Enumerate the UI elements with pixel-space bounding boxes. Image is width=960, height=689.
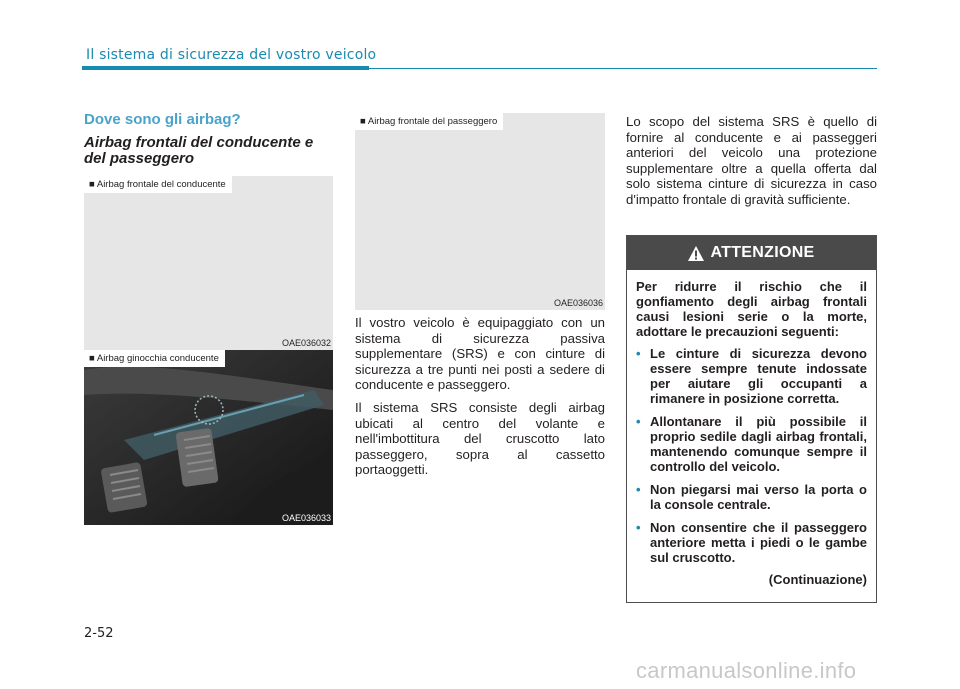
warning-header bbox=[627, 236, 876, 270]
body-paragraph-2: Il sistema SRS consiste degli airbag ubicati al centro del volante e nell'imbottitura del cruscotto lato passeggero, sopra al cassetto portaoggetti. bbox=[355, 400, 605, 477]
pedals-illustration bbox=[84, 350, 333, 525]
bullet-icon: • bbox=[636, 482, 641, 497]
warning-item: • Non piegarsi mai verso la porta o la console centrale. bbox=[636, 482, 867, 512]
figure-caption: ■ Airbag frontale del conducente bbox=[84, 176, 232, 193]
figure-code: OAE036032 bbox=[281, 338, 331, 348]
figure-knee-airbag bbox=[84, 350, 333, 525]
bullet-icon: • bbox=[636, 346, 641, 361]
figure-driver-airbag bbox=[84, 176, 333, 350]
warning-continuation: (Continuazione) bbox=[768, 572, 867, 587]
warning-intro: Per ridurre il rischio che il gonfiamento degli airbag frontali causi lesioni serie o la morte, adottare le precauzioni seguenti: bbox=[636, 279, 867, 339]
body-paragraph-1: Il vostro veicolo è equipaggiato con un sistema di sicurezza passiva supplementare (SRS) e con cinture di sicurezza a tre punti nei posti a sedere di conducente e passeggero. bbox=[355, 315, 605, 392]
warning-item: • Non consentire che il passeggero anteriore metta i piedi o le gambe sul cruscotto. bbox=[636, 520, 867, 565]
warning-item: • Le cinture di sicurezza devono essere sempre tenute indossate per aiutare gli occupanti a rimanere in posizione corretta. bbox=[636, 346, 867, 406]
header-rule-thick bbox=[82, 66, 369, 70]
figure-caption: ■ Airbag ginocchia conducente bbox=[84, 350, 225, 367]
warning-body bbox=[627, 270, 876, 587]
section-subtitle: Airbag frontali del conducente e del passeggero bbox=[84, 134, 314, 167]
watermark: carmanualsonline.info bbox=[636, 658, 857, 683]
page-number: 2-52 bbox=[84, 626, 114, 641]
figure-code: OAE036033 bbox=[281, 513, 331, 523]
figure-passenger-airbag bbox=[355, 113, 605, 310]
figure-code: OAE036036 bbox=[553, 298, 603, 308]
warning-list bbox=[636, 346, 867, 565]
warning-item: • Allontanare il più possibile il proprio sedile dagli airbag frontali, mantenendo comunque sempre il controllo del veicolo. bbox=[636, 414, 867, 474]
running-header: Il sistema di sicurezza del vostro veicolo bbox=[86, 47, 377, 63]
section-title: Dove sono gli airbag? bbox=[84, 111, 241, 128]
header-rule-thin bbox=[369, 68, 877, 69]
warning-box bbox=[626, 235, 877, 603]
warning-triangle-icon bbox=[688, 246, 704, 261]
bullet-icon: • bbox=[636, 414, 641, 429]
body-paragraph-3: Lo scopo del sistema SRS è quello di fornire al conducente e ai passeggeri anteriori del veicolo una protezione supplementare oltre a quella offerta dal solo sistema cinture di sicurezza in caso d'impatto frontale di gravità sufficiente. bbox=[626, 114, 877, 207]
figure-caption: ■ Airbag frontale del passeggero bbox=[355, 113, 503, 130]
warning-title: ATTENZIONE bbox=[710, 244, 815, 261]
bullet-icon: • bbox=[636, 520, 641, 535]
